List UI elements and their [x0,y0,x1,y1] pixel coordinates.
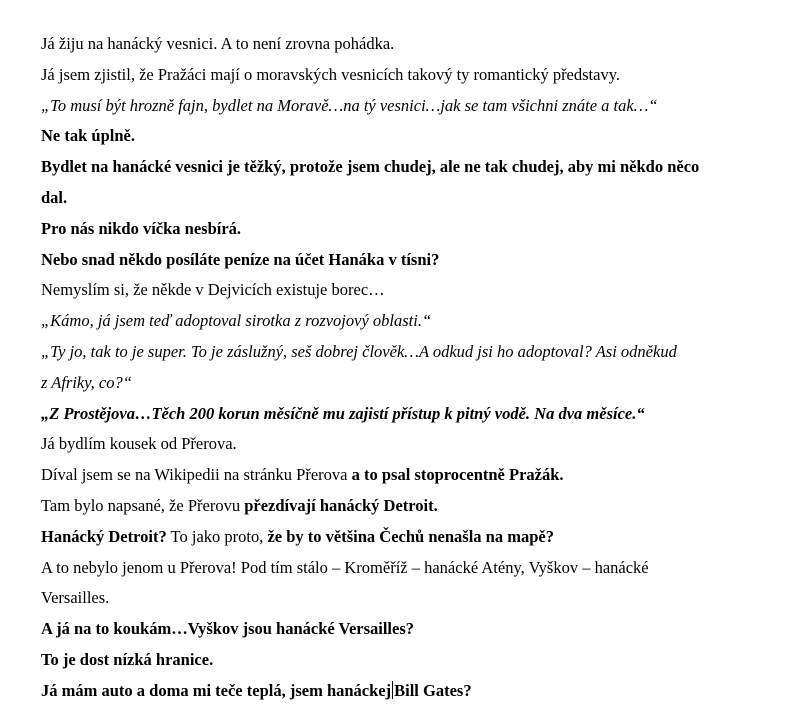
bold-text-run: To je dost nízká hranice. [41,649,214,669]
document-body[interactable] [41,29,771,707]
bold-text-run: A já na to koukám…Vyškov jsou hanácké Versailles? [41,619,415,639]
paragraph-line [41,60,771,91]
paragraph-line [41,183,771,214]
bold-text-run: Já mám auto a doma mi teče teplá, jsem hanáckej [41,680,392,700]
text-run: Nemyslím si, že někde v Dejvicích existuje borec… [41,280,385,300]
bold-text-run: Bill Gates? [394,680,472,700]
paragraph-line [41,275,771,306]
text-run: A to nebylo jenom u Přerova! Pod tím stálo – Kroměříž – hanácké Atény, Vyškov – hanácké [41,557,649,577]
paragraph-line [41,522,771,553]
quote-line [41,399,771,430]
paragraph-line [41,152,771,183]
quote-line [41,91,771,122]
bold-text-run: Pro nás nikdo víčka nesbírá. [41,218,242,238]
bold-text-run: že by to většina Čechů nenašla na mapě? [267,526,554,546]
bold-text-run: Nebo snad někdo posíláte peníze na účet Hanáka v tísni? [41,249,440,269]
bold-italic-text-run: „Z Prostějova…Těch 200 korun měsíčně mu zajistí přístup k pitný vodě. Na dva měsíce.“ [41,403,645,423]
text-run: Já bydlím kousek od Přerova. [41,434,237,454]
bold-text-run: Bydlet na hanácké vesnici je těžký, protože jsem chudej, ale ne tak chudej, aby mi někdo něco [41,157,700,177]
paragraph-line [41,676,771,707]
text-run: Tam bylo napsané, že Přerovu [41,495,245,515]
paragraph-line [41,214,771,245]
text-run: Versailles. [41,588,110,608]
italic-text-run: „To musí být hrozně fajn, bydlet na Moravě…na tý vesnici…jak se tam všichni znáte a tak…“ [41,95,658,115]
quote-line [41,368,771,399]
paragraph-line [41,429,771,460]
bold-text-run: přezdívají hanácký Detroit. [244,495,438,515]
bold-text-run: dal. [41,187,68,207]
text-run: Já jsem zjistil, že Pražáci mají o moravských vesnicích takový ty romantický představy. [41,64,621,84]
quote-line [41,337,771,368]
paragraph-line [41,245,771,276]
text-run: Díval jsem se na Wikipedii na stránku Přerova [41,465,352,485]
text-cursor [392,681,393,699]
italic-text-run: „Kámo, já jsem teď adoptoval sirotka z rozvojový oblasti.“ [41,311,432,331]
paragraph-line [41,553,771,584]
quote-line [41,306,771,337]
italic-text-run: „Ty jo, tak to je super. To je záslužný, seš dobrej člověk…A odkud jsi ho adoptoval? Asi odněkud [41,341,677,361]
bold-text-run: a to psal stoprocentně Pražák. [351,465,564,485]
paragraph-line [41,614,771,645]
bold-text-run: Hanácký Detroit? [41,526,167,546]
text-run: Já žiju na hanácký vesnici. A to není zrovna pohádka. [41,34,395,53]
paragraph-line [41,29,771,60]
italic-text-run: z Afriky, co?“ [41,372,132,392]
paragraph-line [41,121,771,152]
paragraph-line [41,645,771,676]
paragraph-line [41,491,771,522]
paragraph-line [41,460,771,491]
text-run: To jako proto, [166,526,268,546]
paragraph-line [41,583,771,614]
bold-text-run: Ne tak úplně. [41,126,135,146]
